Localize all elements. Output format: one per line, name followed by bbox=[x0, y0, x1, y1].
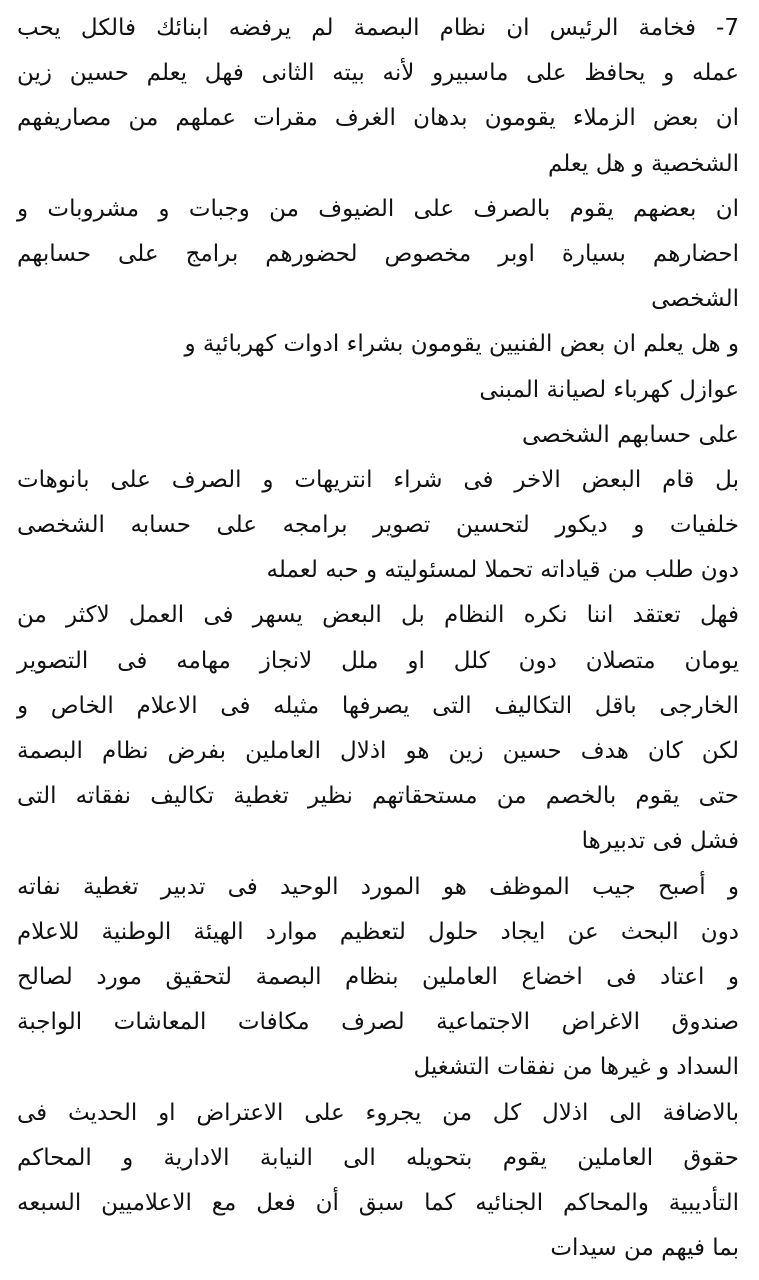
text-line: عوازل كهرباء لصيانة المبنى bbox=[479, 376, 739, 403]
text-line: و أصبح جيب الموظف هو المورد الوحيد فى تدبير تغطية نفاته bbox=[17, 873, 739, 900]
text-line: احضارهم بسيارة اوبر مخصوص لحضورهم برامج على حسابهم bbox=[17, 240, 739, 267]
text-line: الشخصى bbox=[651, 286, 739, 313]
text-line: ان بعضهم يقوم بالصرف على الضيوف من وجبات و مشروبات و bbox=[17, 195, 739, 222]
text-line: فشل فى تدبيرها bbox=[581, 828, 739, 855]
letter-text bbox=[17, 6, 739, 1271]
text-line: صندوق الاغراض الاجتماعية لصرف مكافات المعاشات الواجبة bbox=[17, 1009, 739, 1036]
text-line: حقوق العاملين يقوم بتحويله الى النيابة الادارية و المحاكم bbox=[17, 1144, 739, 1171]
text-line: و اعتاد فى اخضاع العاملين بنظام البصمة لتحقيق مورد لصالح bbox=[17, 963, 739, 990]
text-line: يومان متصلان دون كلل او ملل لانجاز مهامه فى التصوير bbox=[17, 647, 739, 674]
text-line: بما فيهم من سيدات bbox=[550, 1235, 739, 1262]
text-line: الشخصية و هل يعلم bbox=[548, 150, 739, 177]
text-line: السداد و غيرها من نفقات التشغيل bbox=[413, 1054, 739, 1081]
text-line: خلفيات و ديكور لتحسين تصوير برامجه على حسابه الشخصى bbox=[17, 512, 739, 539]
text-line: التأديبية والمحاكم الجنائيه كما سبق أن فعل مع الاعلاميين السبعه bbox=[17, 1189, 739, 1216]
text-line: الخارجى باقل التكاليف التى يصرفها مثيله فى الاعلام الخاص و bbox=[17, 692, 739, 719]
text-line: فهل تعتقد اننا نكره النظام بل البعض يسهر فى العمل لاكثر من bbox=[17, 602, 739, 629]
text-line: و هل يعلم ان بعض الفنيين يقومون بشراء ادوات كهربائية و bbox=[184, 331, 739, 358]
text-line: لكن كان هدف حسين زين هو اذلال العاملين بفرض نظام البصمة bbox=[17, 738, 739, 764]
text-line: حتى يقوم بالخصم من مستحقاتهم نظير تغطية تكاليف نفقاته التى bbox=[17, 783, 739, 810]
text-line: دون البحث عن ايجاد حلول لتعظيم موارد الهيئة الوطنية للاعلام bbox=[17, 918, 739, 945]
text-line: 7- فخامة الرئيس ان نظام البصمة لم يرفضه ابنائك فالكل يحب bbox=[17, 15, 739, 41]
text-line: بل قام البعض الاخر فى شراء انتريهات و الصرف على بانوهات bbox=[17, 466, 739, 493]
text-line: على حسابهم الشخصى bbox=[521, 421, 739, 448]
text-line: بالاضافة الى اذلال كل من يجروء على الاعتراض او الحديث فى bbox=[17, 1099, 739, 1126]
text-line: دون طلب من قياداته تحملا لمسئوليته و حبه لعمله bbox=[266, 557, 739, 584]
text-line: عمله و يحافظ على ماسبيرو لأنه بيته الثانى فهل يعلم حسين زين bbox=[17, 60, 739, 87]
text-line: ان بعض الزملاء يقومون بدهان الغرف مقرات عملهم من مصاريفهم bbox=[17, 105, 739, 132]
